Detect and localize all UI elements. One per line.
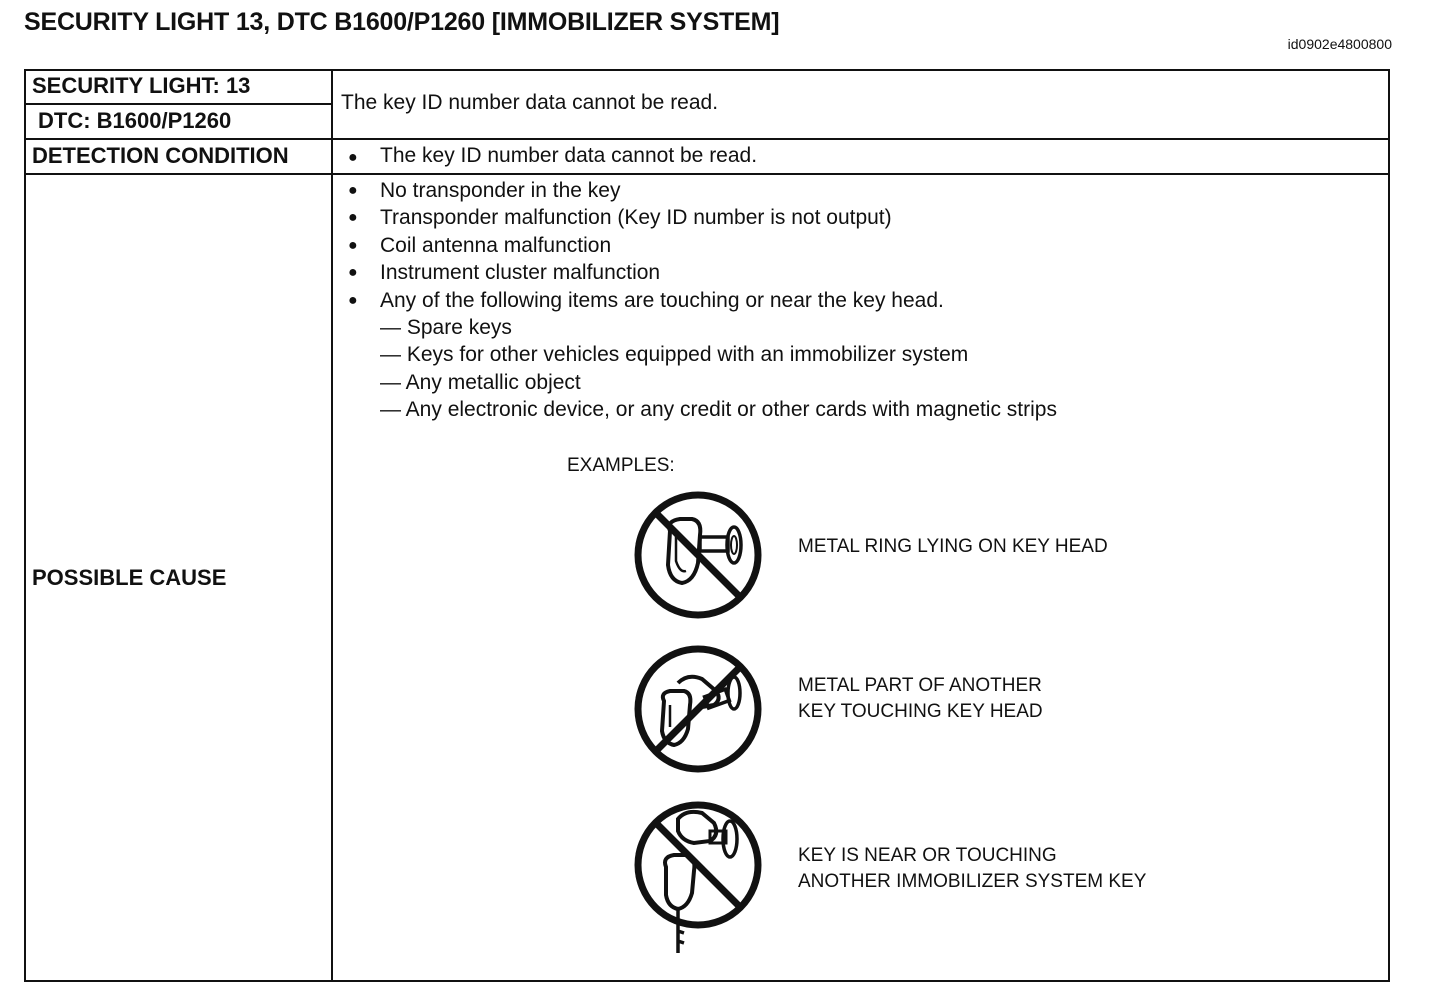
table-column-divider [331, 69, 333, 982]
prohibited-another-key-touching-icon [630, 645, 766, 773]
sub-list-item: — Keys for other vehicles equipped with an immobilizer system [380, 343, 969, 367]
dtc-label: DTC: B1600/P1260 [38, 108, 232, 133]
list-item: ● Transponder malfunction (Key ID number is not output) [348, 204, 1057, 231]
sub-list-item: — Any metallic object [380, 370, 581, 394]
example-caption: METAL PART OF ANOTHER KEY TOUCHING KEY HEAD [798, 675, 1043, 722]
list-item: ● Coil antenna malfunction [348, 232, 1057, 259]
bullet-icon: ● [348, 236, 358, 254]
possible-cause-list [348, 177, 1057, 424]
possible-cause-label: POSSIBLE CAUSE [32, 565, 227, 590]
bullet-icon: ● [348, 209, 358, 227]
example-caption: METAL RING LYING ON KEY HEAD [798, 536, 1108, 557]
dtc-description: The key ID number data cannot be read. [341, 91, 719, 114]
security-light-label: SECURITY LIGHT: 13 [32, 73, 251, 98]
table-row-divider [24, 173, 1390, 175]
prohibited-metal-ring-icon [630, 491, 766, 619]
bullet-icon: ● [348, 264, 358, 282]
table-row-divider [24, 138, 1390, 140]
document-id: id0902e4800800 [1287, 36, 1392, 52]
sub-list-item: — Any electronic device, or any credit or other cards with magnetic strips [380, 398, 1057, 422]
detection-condition-item: ● The key ID number data cannot be read. [348, 144, 758, 167]
sub-list-item: — Spare keys [380, 315, 512, 339]
bullet-icon: ● [348, 149, 358, 166]
table-row-divider-label-split [24, 103, 333, 105]
page-title: SECURITY LIGHT 13, DTC B1600/P1260 [IMMOBILIZER SYSTEM] [24, 8, 780, 36]
bullet-icon: ● [348, 182, 358, 199]
bullet-icon: ● [348, 291, 358, 309]
examples-label: EXAMPLES: [567, 455, 675, 476]
list-item: ● No transponder in the key [348, 177, 1057, 204]
list-item: ● Instrument cluster malfunction [348, 259, 1057, 286]
detection-condition-label: DETECTION CONDITION [32, 143, 289, 168]
list-item: ● Any of the following items are touching or near the key head. [348, 287, 1057, 314]
example-caption: KEY IS NEAR OR TOUCHING ANOTHER IMMOBILIZER SYSTEM KEY [798, 845, 1147, 892]
prohibited-immobilizer-key-near-icon [630, 797, 766, 961]
